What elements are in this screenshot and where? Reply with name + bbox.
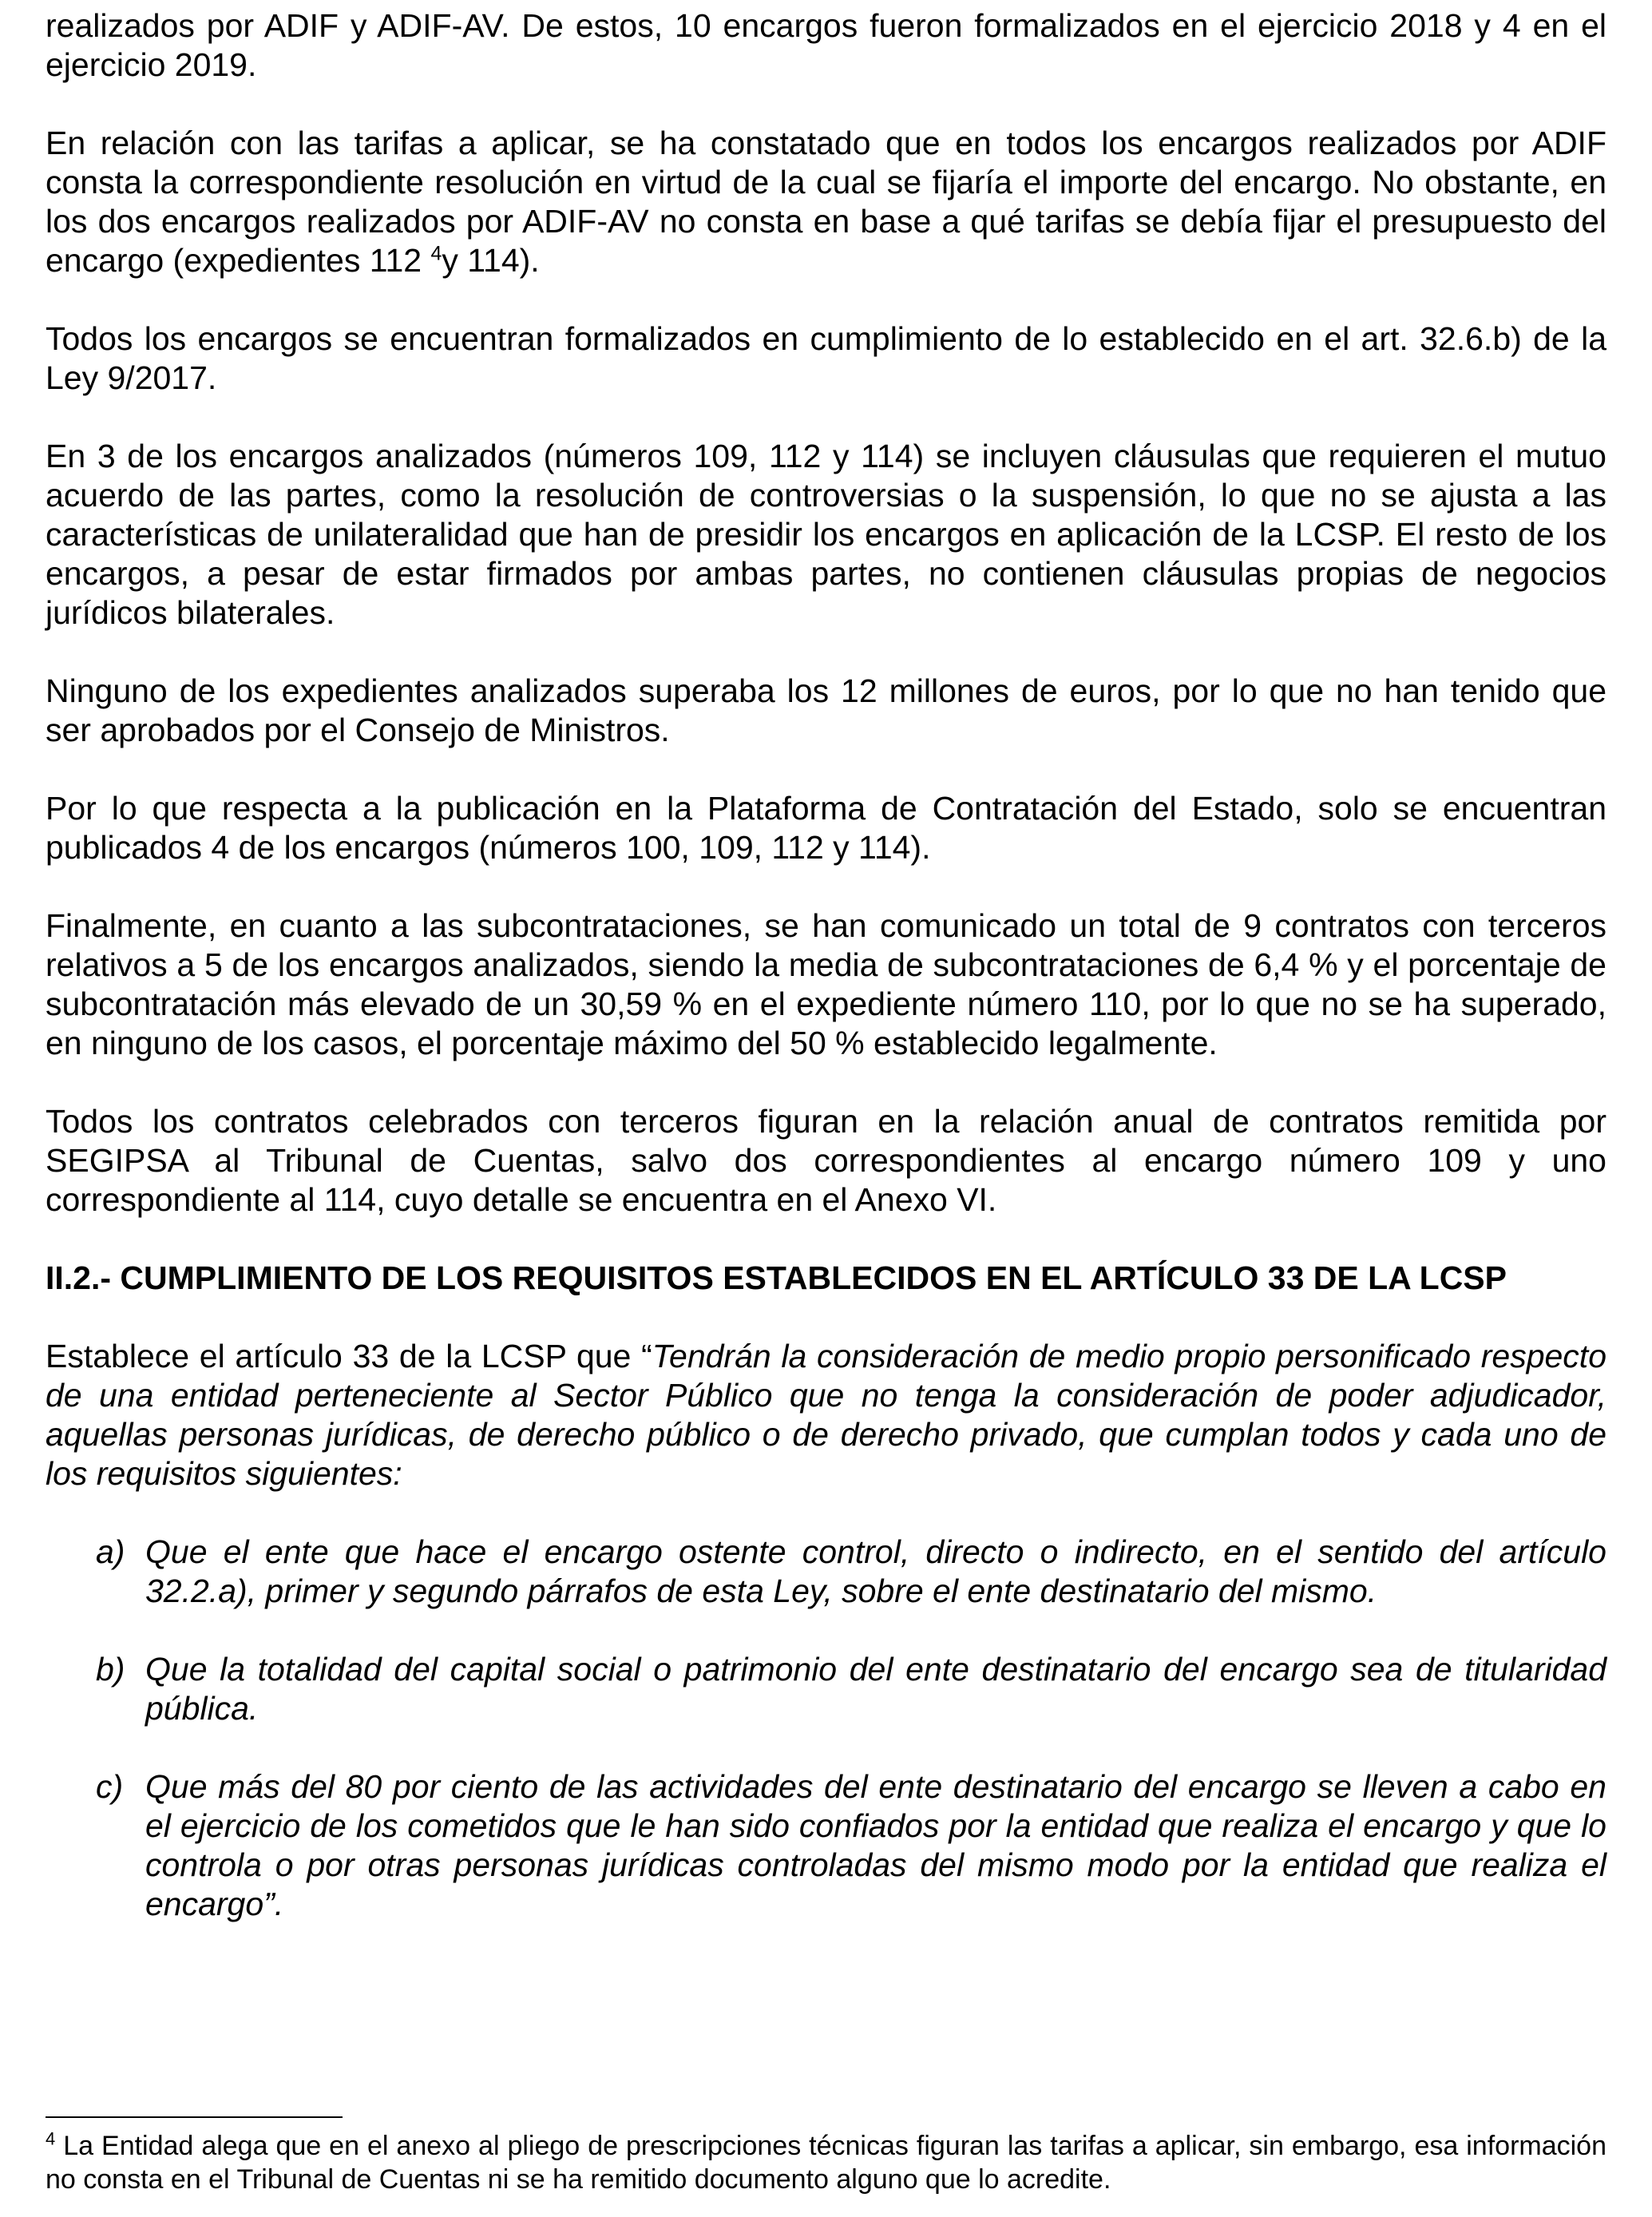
footnote-separator — [46, 2116, 343, 2118]
list-item-label: b) — [96, 1651, 125, 1688]
list-item-text: Que más del 80 por ciento de las actividades del ente destinatario del encargo se lleven a cabo en el ejercicio de los cometidos que le han sido confiados por la entidad que realiza el encargo y que lo controla o por otras personas jurídicas controladas del mismo modo por la entidad que realiza el encargo”. — [145, 1768, 1606, 1922]
paragraph-limite-12-millones: Ninguno de los expedientes analizados superaba los 12 millones de euros, por lo que no han tenido que ser aprobados por el Consejo de Ministros. — [46, 672, 1606, 748]
paragraph-clausulas-mutuo-acuerdo: En 3 de los encargos analizados (números 109, 112 y 114) se incluyen cláusulas que requieren el mutuo acuerdo de las partes, como la resolución de controversias o la suspensión, lo que no se ajusta a las características de unilateralidad que han de presidir los encargos en aplicación de la LCSP. El resto de los encargos, a pesar de estar firmados por ambas partes, no contienen cláusulas propias de negocios jurídicos bilaterales. — [46, 438, 1606, 631]
list-item-b — [96, 1650, 1606, 1728]
paragraph-encargos-formalizados: realizados por ADIF y ADIF-AV. De estos, 10 encargos fueron formalizados en el ejercicio 2018 y 4 en el ejercicio 2019. — [46, 7, 1606, 83]
list-item-label: c) — [96, 1768, 124, 1805]
footnote-number: 4 — [46, 2128, 56, 2149]
paragraph-formalizacion-art32: Todos los encargos se encuentran formalizados en cumplimiento de lo establecido en el art. 32.6.b) de la Ley 9/2017. — [46, 320, 1606, 396]
list-item-text: Que la totalidad del capital social o patrimonio del ente destinatario del encargo sea de titularidad pública. — [145, 1651, 1606, 1727]
paragraph-text: En relación con las tarifas a aplicar, se ha constatado que en todos los encargos realizados por ADIF consta la correspondiente resolución en virtud de la cual se fijaría el importe del encargo. No obstante, en los dos encargos realizados por ADIF-AV no consta en base a qué tarifas se debía fijar el presupuesto del encargo (expedientes 112 — [46, 125, 1606, 279]
paragraph-tarifas — [46, 124, 1606, 280]
paragraph-subcontrataciones: Finalmente, en cuanto a las subcontrataciones, se han comunicado un total de 9 contratos con terceros relativos a 5 de los encargos analizados, siendo la media de subcontrataciones de 6,4 % y el porcentaje de subcontratación más elevado de un 30,59 % en el expediente número 110, por lo que no se ha superado, en ninguno de los casos, el porcentaje máximo del 50 % establecido legalmente. — [46, 907, 1606, 1061]
section-heading-ii2: II.2.- CUMPLIMIENTO DE LOS REQUISITOS ESTABLECIDOS EN EL ARTÍCULO 33 DE LA LCSP — [46, 1259, 1507, 1296]
paragraph-lead-text: Establece el artículo 33 de la LCSP que “ — [46, 1338, 652, 1374]
footnote-ref-4: 4 — [430, 242, 442, 265]
paragraph-articulo-33-intro — [46, 1337, 1606, 1493]
list-item-label: a) — [96, 1533, 125, 1570]
paragraph-contratos-terceros: Todos los contratos celebrados con terceros figuran en la relación anual de contratos remitida por SEGIPSA al Tribunal de Cuentas, salvo dos correspondientes al encargo número 109 y uno correspondiente al 114, cuyo detalle se encuentra en el Anexo VI. — [46, 1103, 1606, 1218]
footnote-body: La Entidad alega que en el anexo al pliego de prescripciones técnicas figuran las tarifas a aplicar, sin embargo, esa información no consta en el Tribunal de Cuentas ni se ha remitido documento alguno que lo acredite. — [46, 2131, 1606, 2195]
list-item-a — [96, 1533, 1606, 1611]
footnote-text — [46, 2129, 1606, 2196]
quoted-law-text: Tendrán la consideración de medio propio personificado respecto de una entidad perteneciente al Sector Público que no tenga la consideración de poder adjudicador, aquellas personas jurídicas, de derecho público o de derecho privado, que cumplan todos y cada uno de los requisitos siguientes: — [46, 1338, 1606, 1492]
list-item-text: Que el ente que hace el encargo ostente control, directo o indirecto, en el sentido del artículo 32.2.a), primer y segundo párrafos de esta Ley, sobre el ente destinatario del mismo. — [145, 1533, 1606, 1609]
footnote-area — [46, 2116, 1606, 2196]
paragraph-text: y 114). — [442, 242, 540, 279]
list-item-c — [96, 1767, 1606, 1924]
paragraph-plataforma-contratacion: Por lo que respecta a la publicación en la Plataforma de Contratación del Estado, solo se encuentran publicados 4 de los encargos (números 100, 109, 112 y 114). — [46, 790, 1606, 866]
